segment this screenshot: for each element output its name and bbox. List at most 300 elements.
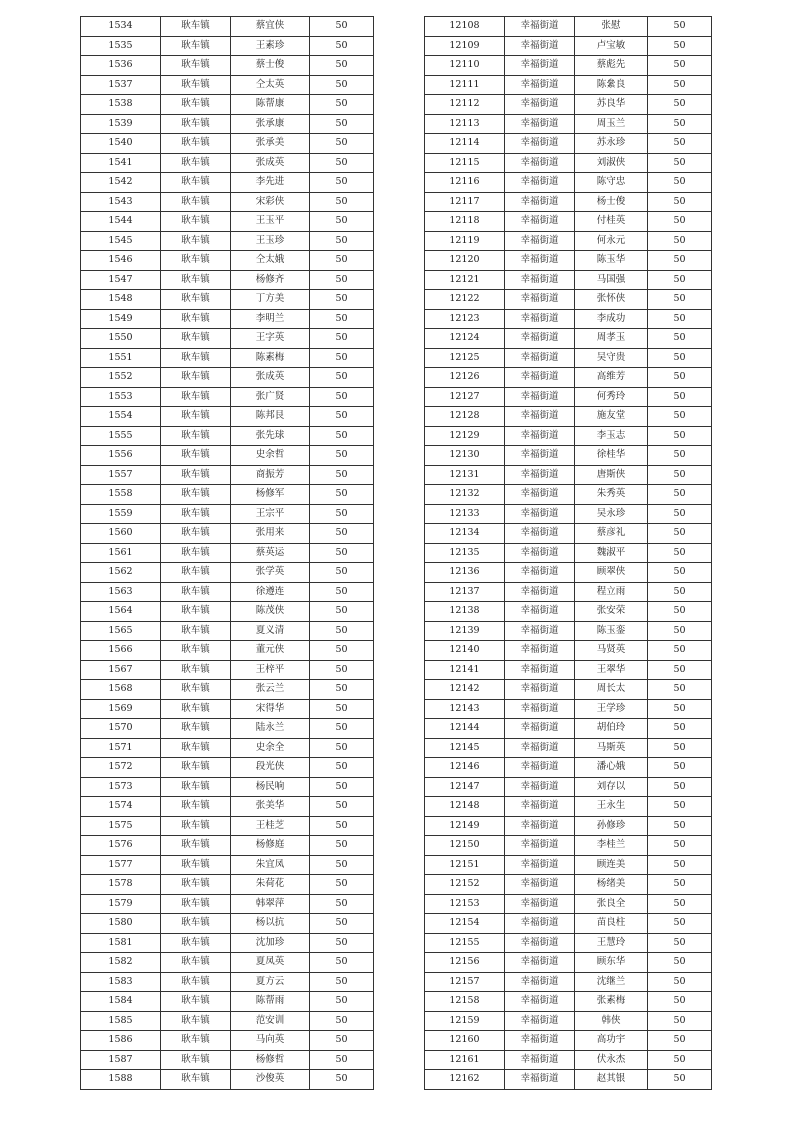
row-name: 张美华 bbox=[231, 797, 310, 817]
row-amount: 50 bbox=[648, 75, 712, 95]
row-amount: 50 bbox=[648, 953, 712, 973]
row-id: 1557 bbox=[81, 465, 161, 485]
table-row bbox=[425, 543, 712, 563]
row-id: 1580 bbox=[81, 914, 161, 934]
table-row bbox=[81, 407, 374, 427]
left-table bbox=[80, 16, 374, 1090]
row-amount: 50 bbox=[648, 992, 712, 1012]
row-id: 1540 bbox=[81, 134, 161, 154]
table-row bbox=[425, 855, 712, 875]
row-region: 耿车镇 bbox=[161, 56, 231, 76]
row-id: 12142 bbox=[425, 680, 505, 700]
row-amount: 50 bbox=[310, 972, 374, 992]
table-row bbox=[425, 17, 712, 37]
table-row bbox=[81, 446, 374, 466]
row-amount: 50 bbox=[648, 212, 712, 232]
row-region: 耿车镇 bbox=[161, 134, 231, 154]
row-amount: 50 bbox=[648, 719, 712, 739]
row-region: 耿车镇 bbox=[161, 524, 231, 544]
row-amount: 50 bbox=[310, 212, 374, 232]
row-name: 刘淑侠 bbox=[575, 153, 648, 173]
row-amount: 50 bbox=[310, 290, 374, 310]
row-id: 12128 bbox=[425, 407, 505, 427]
row-name: 马斯英 bbox=[575, 738, 648, 758]
row-name: 韩翠萍 bbox=[231, 894, 310, 914]
row-name: 蔡彪先 bbox=[575, 56, 648, 76]
table-row bbox=[81, 465, 374, 485]
row-id: 12112 bbox=[425, 95, 505, 115]
row-region: 幸福街道 bbox=[505, 894, 575, 914]
row-region: 耿车镇 bbox=[161, 348, 231, 368]
table-row bbox=[81, 738, 374, 758]
row-name: 王字英 bbox=[231, 329, 310, 349]
row-amount: 50 bbox=[310, 797, 374, 817]
row-name: 杨以抗 bbox=[231, 914, 310, 934]
row-id: 12122 bbox=[425, 290, 505, 310]
table-row bbox=[81, 582, 374, 602]
row-name: 张成英 bbox=[231, 368, 310, 388]
row-amount: 50 bbox=[648, 933, 712, 953]
row-name: 李玉志 bbox=[575, 426, 648, 446]
row-name: 潘心娥 bbox=[575, 758, 648, 778]
table-row bbox=[81, 485, 374, 505]
row-region: 幸福街道 bbox=[505, 134, 575, 154]
row-id: 12124 bbox=[425, 329, 505, 349]
row-region: 耿车镇 bbox=[161, 641, 231, 661]
row-name: 胡伯玲 bbox=[575, 719, 648, 739]
row-name: 陈茂侠 bbox=[231, 602, 310, 622]
row-amount: 50 bbox=[310, 387, 374, 407]
row-amount: 50 bbox=[648, 270, 712, 290]
table-row bbox=[425, 1011, 712, 1031]
table-row bbox=[81, 641, 374, 661]
row-name: 张承康 bbox=[231, 114, 310, 134]
row-region: 幸福街道 bbox=[505, 660, 575, 680]
row-amount: 50 bbox=[310, 758, 374, 778]
row-amount: 50 bbox=[310, 777, 374, 797]
row-id: 1582 bbox=[81, 953, 161, 973]
row-region: 幸福街道 bbox=[505, 836, 575, 856]
row-name: 蔡英运 bbox=[231, 543, 310, 563]
row-region: 幸福街道 bbox=[505, 953, 575, 973]
table-row bbox=[425, 777, 712, 797]
row-name: 沈加珍 bbox=[231, 933, 310, 953]
table-row bbox=[425, 836, 712, 856]
row-amount: 50 bbox=[648, 836, 712, 856]
row-amount: 50 bbox=[310, 407, 374, 427]
row-id: 1568 bbox=[81, 680, 161, 700]
table-row bbox=[425, 797, 712, 817]
row-id: 1573 bbox=[81, 777, 161, 797]
row-id: 1586 bbox=[81, 1031, 161, 1051]
row-id: 12161 bbox=[425, 1050, 505, 1070]
row-id: 12138 bbox=[425, 602, 505, 622]
row-amount: 50 bbox=[310, 75, 374, 95]
row-amount: 50 bbox=[310, 1031, 374, 1051]
row-id: 1564 bbox=[81, 602, 161, 622]
row-id: 1578 bbox=[81, 875, 161, 895]
row-id: 12121 bbox=[425, 270, 505, 290]
row-amount: 50 bbox=[310, 875, 374, 895]
row-amount: 50 bbox=[310, 56, 374, 76]
row-id: 12125 bbox=[425, 348, 505, 368]
row-amount: 50 bbox=[310, 582, 374, 602]
row-region: 幸福街道 bbox=[505, 368, 575, 388]
row-name: 张用来 bbox=[231, 524, 310, 544]
table-row bbox=[81, 348, 374, 368]
row-name: 苏永珍 bbox=[575, 134, 648, 154]
table-row bbox=[81, 251, 374, 271]
table-row bbox=[425, 719, 712, 739]
row-amount: 50 bbox=[648, 309, 712, 329]
row-id: 12156 bbox=[425, 953, 505, 973]
row-region: 幸福街道 bbox=[505, 56, 575, 76]
row-name: 陈帮康 bbox=[231, 95, 310, 115]
row-region: 耿车镇 bbox=[161, 17, 231, 37]
row-amount: 50 bbox=[310, 485, 374, 505]
row-name: 陈絫良 bbox=[575, 75, 648, 95]
row-id: 12153 bbox=[425, 894, 505, 914]
table-row bbox=[81, 563, 374, 583]
table-row bbox=[81, 894, 374, 914]
table-row bbox=[425, 114, 712, 134]
row-id: 1561 bbox=[81, 543, 161, 563]
row-id: 1572 bbox=[81, 758, 161, 778]
row-amount: 50 bbox=[648, 797, 712, 817]
row-name: 王学珍 bbox=[575, 699, 648, 719]
row-amount: 50 bbox=[310, 348, 374, 368]
row-id: 12147 bbox=[425, 777, 505, 797]
row-region: 幸福街道 bbox=[505, 309, 575, 329]
row-region: 幸福街道 bbox=[505, 602, 575, 622]
table-row bbox=[81, 972, 374, 992]
row-name: 孙修珍 bbox=[575, 816, 648, 836]
row-id: 1553 bbox=[81, 387, 161, 407]
table-row bbox=[81, 270, 374, 290]
table-row bbox=[81, 699, 374, 719]
row-name: 周孝玉 bbox=[575, 329, 648, 349]
row-amount: 50 bbox=[310, 719, 374, 739]
row-name: 商振芳 bbox=[231, 465, 310, 485]
row-amount: 50 bbox=[648, 134, 712, 154]
row-id: 1550 bbox=[81, 329, 161, 349]
row-amount: 50 bbox=[310, 192, 374, 212]
row-name: 张良全 bbox=[575, 894, 648, 914]
row-amount: 50 bbox=[310, 36, 374, 56]
row-id: 1574 bbox=[81, 797, 161, 817]
row-amount: 50 bbox=[648, 738, 712, 758]
row-amount: 50 bbox=[648, 543, 712, 563]
row-id: 1539 bbox=[81, 114, 161, 134]
row-name: 朱宜凤 bbox=[231, 855, 310, 875]
row-region: 幸福街道 bbox=[505, 75, 575, 95]
row-region: 幸福街道 bbox=[505, 875, 575, 895]
row-name: 顾东华 bbox=[575, 953, 648, 973]
table-row bbox=[81, 1050, 374, 1070]
row-id: 1534 bbox=[81, 17, 161, 37]
table-row bbox=[81, 309, 374, 329]
row-name: 付桂英 bbox=[575, 212, 648, 232]
row-id: 12118 bbox=[425, 212, 505, 232]
row-amount: 50 bbox=[310, 465, 374, 485]
row-region: 幸福街道 bbox=[505, 758, 575, 778]
table-row bbox=[81, 816, 374, 836]
table-row bbox=[425, 972, 712, 992]
row-amount: 50 bbox=[648, 1050, 712, 1070]
row-name: 马国强 bbox=[575, 270, 648, 290]
table-row bbox=[81, 192, 374, 212]
row-name: 夏义清 bbox=[231, 621, 310, 641]
table-row bbox=[81, 855, 374, 875]
row-amount: 50 bbox=[310, 1011, 374, 1031]
table-row bbox=[425, 641, 712, 661]
row-region: 耿车镇 bbox=[161, 270, 231, 290]
row-region: 耿车镇 bbox=[161, 894, 231, 914]
row-amount: 50 bbox=[310, 953, 374, 973]
row-name: 陈素梅 bbox=[231, 348, 310, 368]
table-row bbox=[425, 894, 712, 914]
row-name: 沈继兰 bbox=[575, 972, 648, 992]
row-name: 杨修哲 bbox=[231, 1050, 310, 1070]
row-region: 幸福街道 bbox=[505, 114, 575, 134]
row-amount: 50 bbox=[648, 1031, 712, 1051]
row-id: 1549 bbox=[81, 309, 161, 329]
row-name: 唐斯侠 bbox=[575, 465, 648, 485]
row-name: 张广贤 bbox=[231, 387, 310, 407]
table-row bbox=[425, 212, 712, 232]
row-name: 卢宝敏 bbox=[575, 36, 648, 56]
row-name: 蔡彦礼 bbox=[575, 524, 648, 544]
row-id: 1552 bbox=[81, 368, 161, 388]
row-region: 耿车镇 bbox=[161, 485, 231, 505]
row-amount: 50 bbox=[310, 309, 374, 329]
row-name: 伏永杰 bbox=[575, 1050, 648, 1070]
row-name: 赵其银 bbox=[575, 1070, 648, 1090]
row-id: 1556 bbox=[81, 446, 161, 466]
row-amount: 50 bbox=[310, 543, 374, 563]
row-amount: 50 bbox=[648, 524, 712, 544]
row-id: 1585 bbox=[81, 1011, 161, 1031]
row-amount: 50 bbox=[648, 465, 712, 485]
table-row bbox=[425, 602, 712, 622]
row-region: 耿车镇 bbox=[161, 543, 231, 563]
row-name: 韩侠 bbox=[575, 1011, 648, 1031]
table-row bbox=[81, 602, 374, 622]
row-amount: 50 bbox=[648, 1011, 712, 1031]
row-id: 1547 bbox=[81, 270, 161, 290]
table-row bbox=[81, 1031, 374, 1051]
row-id: 12111 bbox=[425, 75, 505, 95]
row-amount: 50 bbox=[310, 621, 374, 641]
row-id: 1535 bbox=[81, 36, 161, 56]
row-name: 马向英 bbox=[231, 1031, 310, 1051]
row-id: 12150 bbox=[425, 836, 505, 856]
row-region: 耿车镇 bbox=[161, 1070, 231, 1090]
row-region: 耿车镇 bbox=[161, 153, 231, 173]
row-region: 幸福街道 bbox=[505, 465, 575, 485]
table-row bbox=[425, 387, 712, 407]
table-row bbox=[81, 329, 374, 349]
row-region: 幸福街道 bbox=[505, 153, 575, 173]
table-row bbox=[425, 914, 712, 934]
row-amount: 50 bbox=[648, 1070, 712, 1090]
row-name: 张慰 bbox=[575, 17, 648, 37]
row-name: 杨修庭 bbox=[231, 836, 310, 856]
row-name: 段光侠 bbox=[231, 758, 310, 778]
row-name: 李桂兰 bbox=[575, 836, 648, 856]
row-id: 1559 bbox=[81, 504, 161, 524]
table-row bbox=[425, 251, 712, 271]
row-region: 耿车镇 bbox=[161, 738, 231, 758]
row-id: 12139 bbox=[425, 621, 505, 641]
row-region: 幸福街道 bbox=[505, 777, 575, 797]
row-amount: 50 bbox=[310, 660, 374, 680]
row-name: 张成英 bbox=[231, 153, 310, 173]
table-row bbox=[81, 953, 374, 973]
row-name: 王慧玲 bbox=[575, 933, 648, 953]
row-name: 张素梅 bbox=[575, 992, 648, 1012]
row-region: 幸福街道 bbox=[505, 426, 575, 446]
row-name: 杨士俊 bbox=[575, 192, 648, 212]
table-row bbox=[81, 426, 374, 446]
table-row bbox=[425, 173, 712, 193]
row-name: 张怀侠 bbox=[575, 290, 648, 310]
row-region: 幸福街道 bbox=[505, 719, 575, 739]
row-id: 12135 bbox=[425, 543, 505, 563]
table-row bbox=[81, 680, 374, 700]
row-id: 1548 bbox=[81, 290, 161, 310]
row-amount: 50 bbox=[310, 894, 374, 914]
row-id: 12129 bbox=[425, 426, 505, 446]
table-row bbox=[81, 719, 374, 739]
row-amount: 50 bbox=[310, 699, 374, 719]
row-name: 程立雨 bbox=[575, 582, 648, 602]
table-row bbox=[425, 680, 712, 700]
table-row bbox=[425, 621, 712, 641]
row-amount: 50 bbox=[310, 251, 374, 271]
table-row bbox=[425, 465, 712, 485]
row-amount: 50 bbox=[310, 114, 374, 134]
row-name: 吴永珍 bbox=[575, 504, 648, 524]
row-id: 1562 bbox=[81, 563, 161, 583]
row-amount: 50 bbox=[648, 875, 712, 895]
row-id: 12117 bbox=[425, 192, 505, 212]
row-id: 1560 bbox=[81, 524, 161, 544]
row-name: 顾翠侠 bbox=[575, 563, 648, 583]
table-row bbox=[81, 660, 374, 680]
row-name: 范安训 bbox=[231, 1011, 310, 1031]
row-region: 耿车镇 bbox=[161, 212, 231, 232]
row-id: 12146 bbox=[425, 758, 505, 778]
row-region: 耿车镇 bbox=[161, 816, 231, 836]
table-row bbox=[81, 621, 374, 641]
table-row bbox=[425, 192, 712, 212]
row-name: 陈邦艮 bbox=[231, 407, 310, 427]
row-amount: 50 bbox=[648, 446, 712, 466]
row-amount: 50 bbox=[310, 504, 374, 524]
row-region: 耿车镇 bbox=[161, 1031, 231, 1051]
row-id: 12160 bbox=[425, 1031, 505, 1051]
row-id: 12162 bbox=[425, 1070, 505, 1090]
row-name: 王永生 bbox=[575, 797, 648, 817]
row-id: 12113 bbox=[425, 114, 505, 134]
row-region: 幸福街道 bbox=[505, 563, 575, 583]
row-name: 徐桂华 bbox=[575, 446, 648, 466]
row-id: 1571 bbox=[81, 738, 161, 758]
row-name: 高功宇 bbox=[575, 1031, 648, 1051]
row-id: 12133 bbox=[425, 504, 505, 524]
row-id: 1575 bbox=[81, 816, 161, 836]
row-region: 幸福街道 bbox=[505, 387, 575, 407]
row-region: 幸福街道 bbox=[505, 641, 575, 661]
table-row bbox=[81, 212, 374, 232]
row-region: 幸福街道 bbox=[505, 914, 575, 934]
row-name: 高维芳 bbox=[575, 368, 648, 388]
row-id: 1570 bbox=[81, 719, 161, 739]
row-name: 李明兰 bbox=[231, 309, 310, 329]
row-name: 仝太英 bbox=[231, 75, 310, 95]
row-amount: 50 bbox=[310, 914, 374, 934]
row-region: 耿车镇 bbox=[161, 309, 231, 329]
right-table bbox=[424, 16, 712, 1090]
row-name: 王玉平 bbox=[231, 212, 310, 232]
row-name: 杨民响 bbox=[231, 777, 310, 797]
row-name: 王玉珍 bbox=[231, 231, 310, 251]
table-row bbox=[81, 777, 374, 797]
row-name: 杨绪美 bbox=[575, 875, 648, 895]
row-id: 12108 bbox=[425, 17, 505, 37]
row-region: 耿车镇 bbox=[161, 660, 231, 680]
row-region: 耿车镇 bbox=[161, 1050, 231, 1070]
row-amount: 50 bbox=[310, 855, 374, 875]
row-amount: 50 bbox=[310, 738, 374, 758]
row-region: 耿车镇 bbox=[161, 699, 231, 719]
row-id: 12116 bbox=[425, 173, 505, 193]
row-id: 12109 bbox=[425, 36, 505, 56]
row-id: 12136 bbox=[425, 563, 505, 583]
row-id: 1544 bbox=[81, 212, 161, 232]
row-name: 王素珍 bbox=[231, 36, 310, 56]
table-row bbox=[81, 836, 374, 856]
table-row bbox=[425, 309, 712, 329]
row-id: 12155 bbox=[425, 933, 505, 953]
row-amount: 50 bbox=[648, 192, 712, 212]
row-name: 张学英 bbox=[231, 563, 310, 583]
row-amount: 50 bbox=[648, 348, 712, 368]
table-row bbox=[425, 953, 712, 973]
table-row bbox=[425, 290, 712, 310]
row-name: 陆永兰 bbox=[231, 719, 310, 739]
row-id: 12131 bbox=[425, 465, 505, 485]
row-region: 幸福街道 bbox=[505, 680, 575, 700]
row-id: 12140 bbox=[425, 641, 505, 661]
row-region: 幸福街道 bbox=[505, 855, 575, 875]
row-name: 朱秀英 bbox=[575, 485, 648, 505]
row-name: 蔡士俊 bbox=[231, 56, 310, 76]
row-amount: 50 bbox=[648, 368, 712, 388]
row-amount: 50 bbox=[310, 426, 374, 446]
row-region: 耿车镇 bbox=[161, 992, 231, 1012]
row-region: 幸福街道 bbox=[505, 1050, 575, 1070]
row-id: 12144 bbox=[425, 719, 505, 739]
row-amount: 50 bbox=[648, 173, 712, 193]
table-row bbox=[425, 1031, 712, 1051]
row-region: 耿车镇 bbox=[161, 836, 231, 856]
row-name: 李先进 bbox=[231, 173, 310, 193]
row-amount: 50 bbox=[648, 231, 712, 251]
table-row bbox=[425, 270, 712, 290]
row-id: 12127 bbox=[425, 387, 505, 407]
